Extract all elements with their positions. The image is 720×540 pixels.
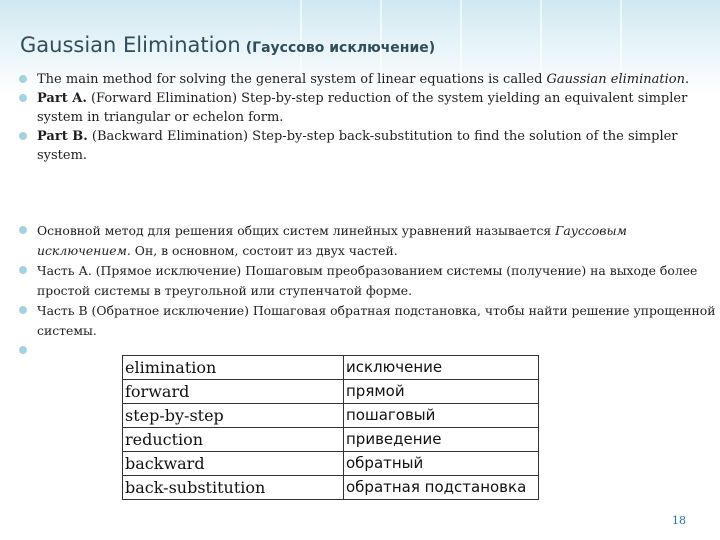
bullet-icon [19, 226, 27, 234]
term-english: reduction [123, 428, 344, 452]
bullet-item: The main method for solving the general system of linear equations is called Gaussian elimination. [17, 70, 717, 89]
bullet-icon [19, 266, 27, 274]
bullet-icon [19, 346, 27, 354]
bullet-icon [19, 306, 27, 314]
page-number: 18 [672, 514, 686, 527]
bullet-item: Part A. (Forward Elimination) Step-by-step reduction of the system yielding an equivalent simpler system in triangular or echelon form. [17, 89, 717, 127]
term-english: forward [123, 380, 344, 404]
table-row [123, 476, 539, 500]
term-russian: приведение [344, 428, 539, 452]
table-row [123, 428, 539, 452]
term-english: back-substitution [123, 476, 344, 500]
title-subtitle: (Гауссово исключение) [245, 40, 436, 56]
term-russian: исключение [344, 356, 539, 380]
term-english: step-by-step [123, 404, 344, 428]
bullet-icon [19, 94, 27, 102]
term-russian: обратный [344, 452, 539, 476]
title-main: Gaussian Elimination [20, 33, 241, 57]
bullet-item: Часть В (Обратное исключение) Пошаговая обратная подстановка, чтобы найти решение упрощенной системы. [17, 301, 717, 341]
term-russian: обратная подстановка [344, 476, 539, 500]
term-english: elimination [123, 356, 344, 380]
english-bullet-list [17, 70, 717, 165]
table-row [123, 356, 539, 380]
bullet-item: Part B. (Backward Elimination) Step-by-step back-substitution to find the solution of the simpler system. [17, 127, 717, 165]
table-row [123, 404, 539, 428]
bullet-item: Часть А. (Прямое исключение) Пошаговым преобразованием системы (получение) на выходе более простой системы в треугольной или ступенчатой форме. [17, 261, 717, 301]
slide-title [20, 33, 435, 57]
russian-bullet-list [17, 221, 717, 361]
term-english: backward [123, 452, 344, 476]
table-row [123, 380, 539, 404]
bullet-icon [19, 132, 27, 140]
bullet-icon [19, 75, 27, 83]
term-russian: пошаговый [344, 404, 539, 428]
bullet-item: Основной метод для решения общих систем линейных уравнений называется Гауссовым исключением. Он, в основном, состоит из двух частей. [17, 221, 717, 261]
term-russian: прямой [344, 380, 539, 404]
table-row [123, 452, 539, 476]
vocabulary-table [122, 355, 539, 500]
